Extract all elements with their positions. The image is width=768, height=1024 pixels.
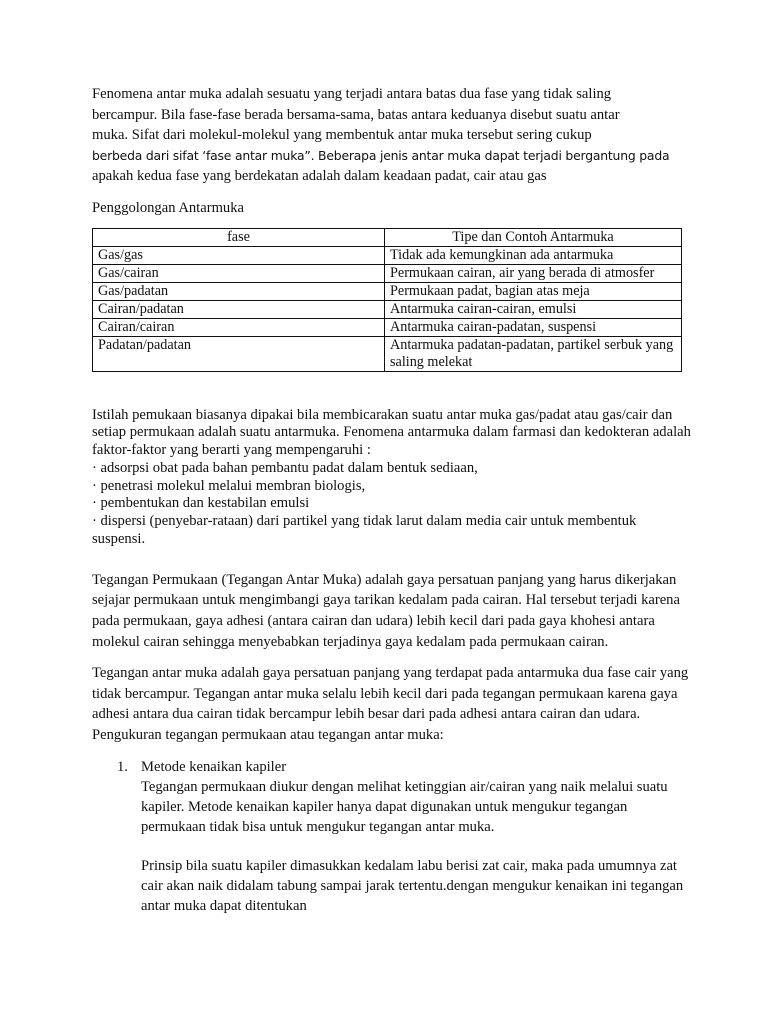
- method-description: Tegangan permukaan diukur dengan melihat ketinggian air/cairan yang naik melalui suatu kapiler. Metode kenaikan kapiler hanya dapat digunakan untuk mengukur tegangan permukaan tidak bisa untuk mengukur tegangan antar muka.: [141, 778, 668, 835]
- header-fase: fase: [93, 228, 385, 246]
- intro-line: berbeda dari sifat ‘fase antar muka”. Beberapa jenis antar muka dapat terjadi bergantung pada: [92, 147, 670, 163]
- cell-tipe: Antarmuka padatan-padatan, partikel serbuk yang saling melekat: [385, 336, 682, 371]
- table-row: [93, 336, 682, 371]
- interface-classification-table: [92, 228, 682, 372]
- cell-fase: Gas/padatan: [93, 282, 385, 300]
- table-row: [93, 264, 682, 282]
- factor-bullet-list: [92, 460, 692, 549]
- interfacial-tension-paragraph: Tegangan antar muka adalah gaya persatuan panjang yang terdapat pada antarmuka dua fase cair yang tidak bercampur. Tegangan antar muka selalu lebih kecil dari pada tegangan permukaan karena gaya adhesi antara dua cairan tidak bercampur lebih besar dari pada adhesi antara cairan dan udara. Pengukuran tegangan permukaan atau tegangan antar muka:: [92, 665, 689, 744]
- header-tipe: Tipe dan Contoh Antarmuka: [385, 228, 682, 246]
- paragraph-text: Istilah pemukaan biasanya dipakai bila membicarakan suatu antar muka gas/padat atau gas/cair dan setiap permukaan adalah suatu antarmuka. Fenomena antarmuka dalam farmasi dan kedokteran adalah faktor-faktor yang berarti yang mempengaruhi :: [92, 406, 691, 459]
- method-principle: Prinsip bila suatu kapiler dimasukkan kedalam labu berisi zat cair, maka pada umumnya zat cair akan naik didalam tabung sampai jarak tertentu.dengan mengukur kenaikan ini tegangan antar muka dapat ditentukan: [141, 857, 684, 914]
- cell-tipe: Antarmuka cairan-cairan, emulsi: [385, 300, 682, 318]
- list-item: [92, 757, 692, 916]
- cell-tipe: Antarmuka cairan-padatan, suspensi: [385, 318, 682, 336]
- table-row: [93, 318, 682, 336]
- list-item: · adsorpsi obat pada bahan pembantu padat dalam bentuk sediaan,: [92, 459, 478, 476]
- cell-tipe: Permukaan padat, bagian atas meja: [385, 282, 682, 300]
- cell-fase: Gas/gas: [93, 246, 385, 264]
- intro-line: muka. Sifat dari molekul-molekul yang membentuk antar muka tersebut sering cukup: [92, 127, 592, 143]
- interface-pharmacy-paragraph: [92, 407, 692, 549]
- intro-line: bercampur. Bila fase-fase berada bersama-sama, batas antara keduanya disebut suatu antar: [92, 106, 620, 123]
- table-row: [93, 300, 682, 318]
- cell-tipe: Permukaan cairan, air yang berada di atmosfer: [385, 264, 682, 282]
- surface-tension-paragraph: Tegangan Permukaan (Tegangan Antar Muka) adalah gaya persatuan panjang yang harus dikerjakan sejajar permukaan untuk mengimbangi gaya tarikan kedalam pada cairan. Hal tersebut terjadi karena pada permukaan, gaya adhesi (antara cairan dan udara) lebih kecil dari pada gaya khohesi antara molekul cairan sehingga menyebabkan terjadinya gaya kedalam pada permukaan cairan.: [92, 571, 680, 650]
- list-item: · penetrasi molekul melalui membran biologis,: [92, 477, 366, 494]
- table-header-row: [93, 228, 682, 246]
- document-page: [92, 84, 692, 916]
- intro-paragraph: [92, 84, 692, 187]
- list-number: 1.: [117, 758, 128, 775]
- cell-fase: Padatan/padatan: [93, 336, 385, 371]
- intro-line: apakah kedua fase yang berdekatan adalah dalam keadaan padat, cair atau gas: [92, 168, 547, 184]
- table-row: [93, 282, 682, 300]
- cell-fase: Gas/cairan: [93, 264, 385, 282]
- cell-tipe: Tidak ada kemungkinan ada antarmuka: [385, 246, 682, 264]
- table-row: [93, 246, 682, 264]
- list-item: · dispersi (penyebar-rataan) dari partikel yang tidak larut dalam media cair untuk membentuk suspensi.: [92, 513, 637, 548]
- section-title: Penggolongan Antarmuka: [92, 199, 244, 216]
- cell-fase: Cairan/padatan: [93, 300, 385, 318]
- cell-fase: Cairan/cairan: [93, 318, 385, 336]
- measurement-method-list: [92, 757, 692, 916]
- method-title: Metode kenaikan kapiler: [141, 758, 287, 775]
- list-item: · pembentukan dan kestabilan emulsi: [92, 495, 310, 512]
- intro-line: Fenomena antar muka adalah sesuatu yang terjadi antara batas dua fase yang tidak saling: [92, 86, 612, 102]
